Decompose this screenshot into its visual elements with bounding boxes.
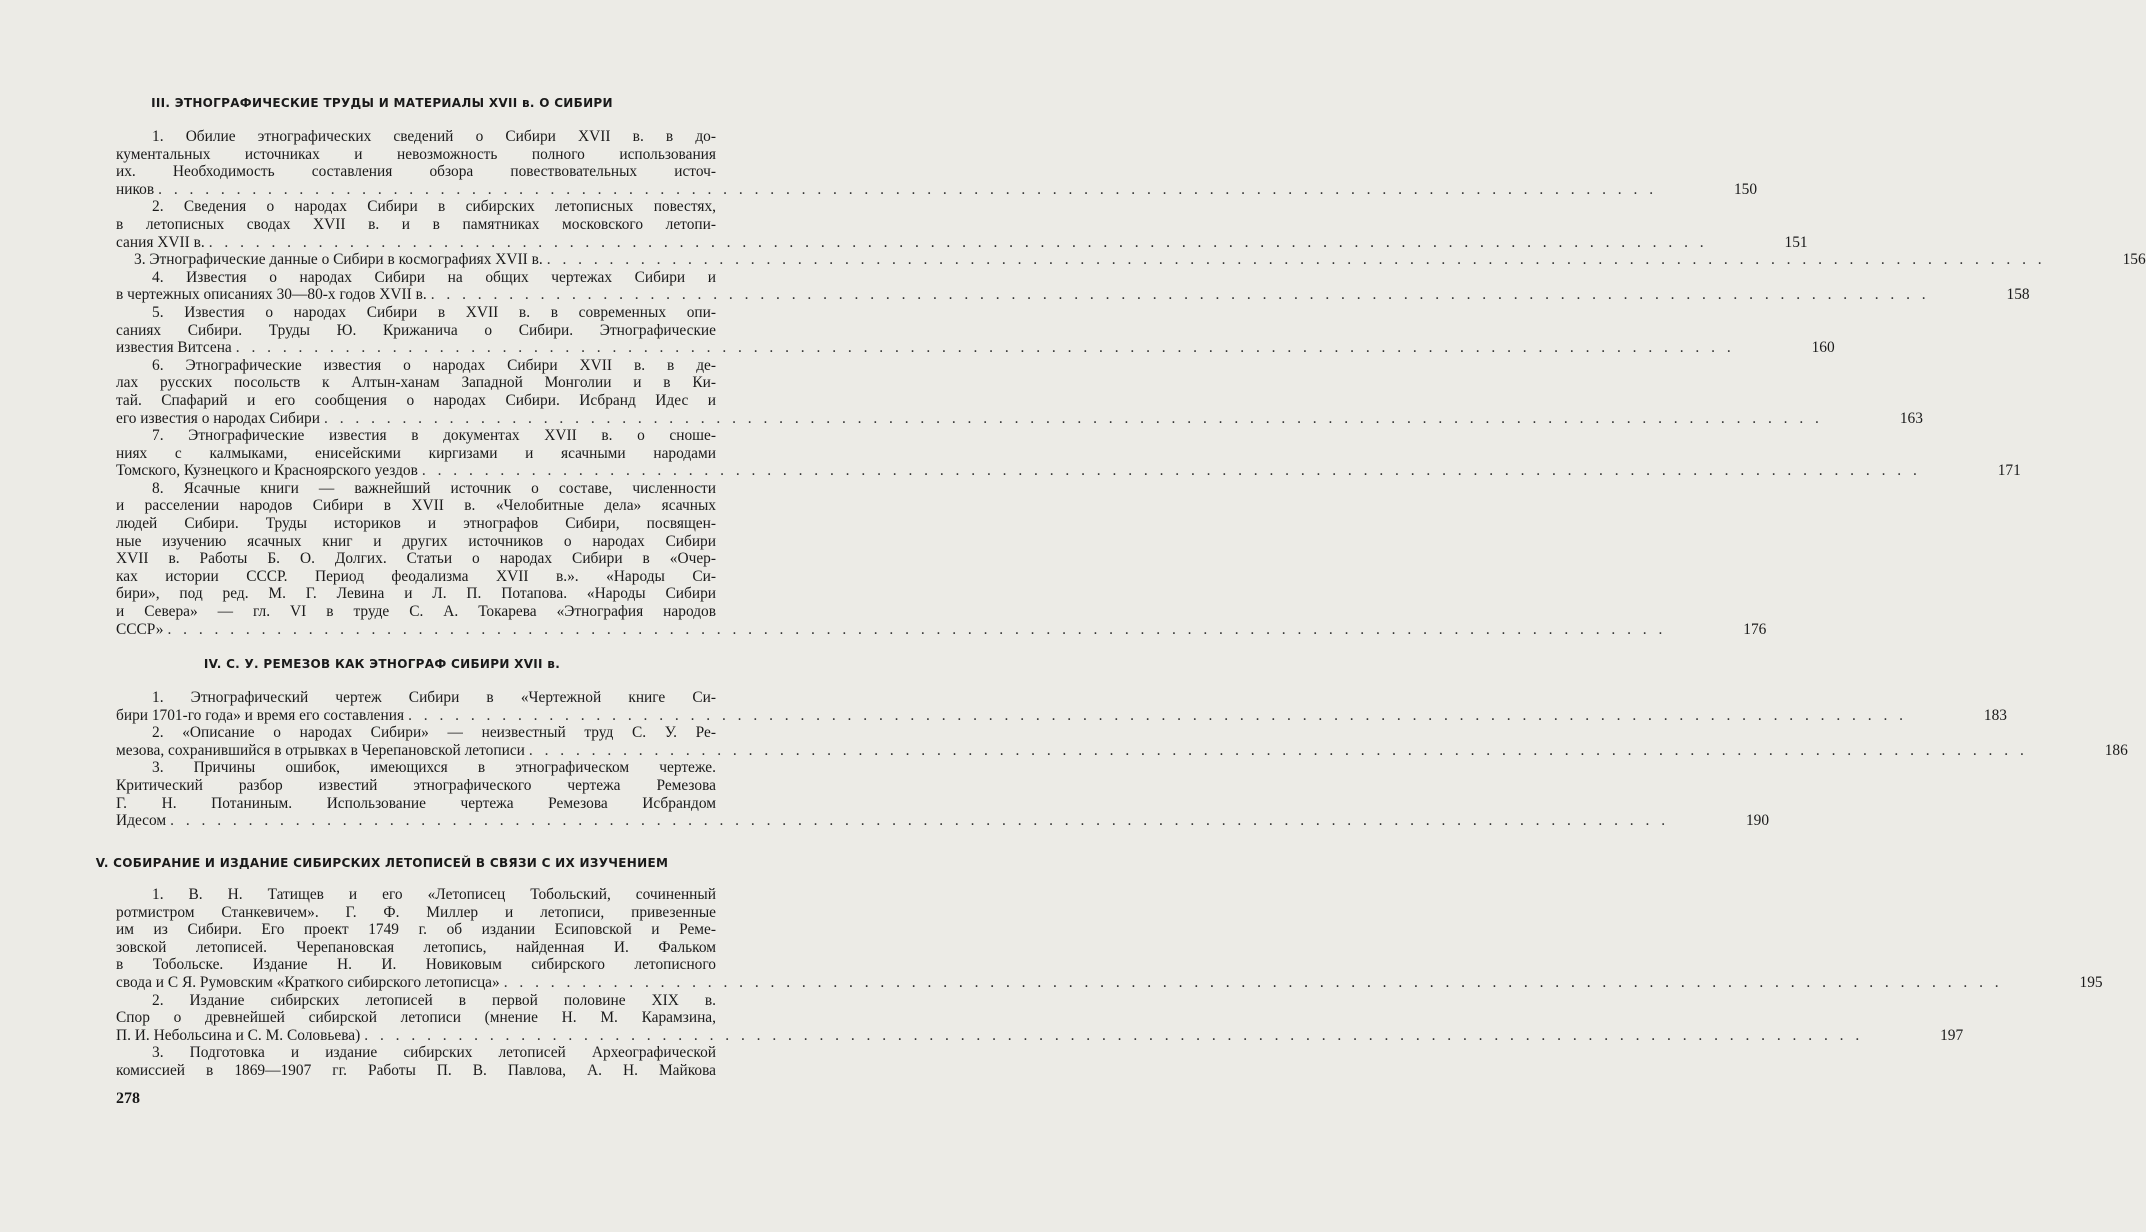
toc-entry [116, 991, 1964, 1045]
toc-entry-text: бири», под ред. М. Г. Левина и Л. П. Потапова. «Народы Сибири [116, 585, 716, 603]
toc-entry-line [116, 216, 716, 234]
toc-entry-text: 2. «Описание о народах Сибири» — неизвестный труд С. У. Ре- [152, 724, 716, 742]
toc-entry-text: в Тобольске. Издание Н. И. Новиковым сибирского летописного [116, 956, 716, 974]
toc-entry-text: тай. Спафарий и его сообщения о народах Сибири. Исбранд Идес и [116, 391, 716, 409]
toc-entry [116, 198, 1808, 251]
toc-page-number: 171 [1997, 462, 2021, 480]
toc-entry-line [116, 515, 716, 533]
toc-entry-line [116, 322, 716, 340]
toc-entry [116, 886, 2103, 992]
toc-entry-text: бири 1701-го года» и время его составления [116, 706, 405, 724]
toc-entry-line [116, 689, 716, 707]
toc-entry-text: кументальных источниках и невозможность полного использования [116, 145, 716, 163]
toc-entry-line [116, 357, 716, 375]
toc-entry-line [116, 533, 716, 551]
toc-entry [116, 427, 2021, 480]
toc-entry [116, 251, 2146, 269]
section-5-entries [116, 886, 2103, 1080]
toc-entry-line [116, 956, 716, 974]
toc-entry-text: 5. Известия о народах Сибири в XVII в. в современных опи- [152, 303, 716, 321]
toc-entry-text: свода и С Я. Румовским «Краткого сибирского летописца» [116, 973, 500, 991]
toc-entry-text: их. Необходимость составления обзора повествовательных источ- [116, 163, 716, 181]
toc-entry-line [116, 146, 716, 164]
toc-page-number: 163 [1899, 409, 1923, 427]
toc-entry-text: 6. Этнографические известия о народах Сибири XVII в. в де- [152, 356, 716, 374]
toc-entry-line [116, 427, 716, 445]
section-3-heading: III. ЭТНОГРАФИЧЕСКИЕ ТРУДЫ И МАТЕРИАЛЫ XVII в. О СИБИРИ [151, 96, 613, 110]
toc-entry [116, 268, 2030, 304]
toc-entry-text: саниях Сибири. Труды Ю. Крижанича о Сибири. Этнографические [116, 321, 716, 339]
toc-entry-line [116, 759, 716, 777]
toc-entry-line [116, 198, 716, 216]
toc-entry-line [116, 409, 1923, 428]
toc-entry-line [116, 777, 716, 795]
toc-entry-text: зовской летописей. Черепановская летопись, найденная И. Фальком [116, 938, 716, 956]
toc-entry-line [116, 374, 716, 392]
toc-entry-line [116, 497, 716, 515]
section-4-heading: IV. С. У. РЕМЕЗОВ КАК ЭТНОГРАФ СИБИРИ XVII в. [203, 657, 561, 671]
toc-entry-line [116, 180, 1758, 199]
toc-entry [116, 479, 1767, 638]
dot-leader [154, 181, 1657, 199]
toc-entry-text: Г. Н. Потаниным. Использование чертежа Ремезова Исбрандом [116, 794, 716, 812]
toc-entry-text: мезова, сохранившийся в отрывках в Черепановской летописи [116, 741, 525, 759]
toc-entry-line [116, 724, 716, 742]
toc-page-number: 158 [2006, 286, 2030, 304]
toc-entry-line [116, 939, 716, 957]
toc-entry-text: им из Сибири. Его проект 1749 г. об издании Есиповской и Реме- [116, 921, 716, 939]
toc-entry-line [116, 921, 716, 939]
dot-leader [427, 286, 1930, 304]
dot-leader [205, 234, 1708, 252]
toc-entry [116, 724, 2128, 759]
toc-entry-line [116, 392, 716, 410]
toc-entry-line [116, 445, 716, 463]
toc-entry-text: 8. Ясачные книги — важнейший источник о составе, численности [152, 479, 716, 497]
toc-entry-text: 1. В. Н. Татищев и его «Летописец Тобольский, сочиненный [152, 886, 716, 903]
toc-entry-line [116, 585, 716, 603]
toc-entry-line [116, 462, 2021, 480]
toc-entry-line [116, 603, 716, 621]
toc-page-number: 195 [2079, 973, 2103, 991]
toc-entry [116, 759, 1770, 830]
toc-entry [116, 1044, 716, 1079]
dot-leader [418, 462, 1921, 480]
toc-entry-line [116, 795, 716, 813]
toc-entry-text: СССР» [116, 620, 164, 638]
toc-entry-text: ные изучению ясачных книг и других источников о народах Сибири [116, 532, 716, 550]
dot-leader [543, 251, 2046, 269]
toc-entry-line [116, 741, 2128, 760]
toc-entry-line [116, 480, 716, 498]
toc-entry-line [116, 568, 716, 586]
toc-entry-text: 3. Этнографические данные о Сибири в космографиях XVII в. [134, 251, 543, 269]
toc-entry-line [116, 339, 1835, 357]
section-5-heading: V. СОБИРАНИЕ И ИЗДАНИЕ СИБИРСКИХ ЛЕТОПИСЕЙ В СВЯЗИ С ИХ ИЗУЧЕНИЕМ [95, 856, 669, 870]
toc-entry-text: 3. Причины ошибок, имеющихся в этнографическом чертеже. [152, 759, 716, 777]
toc-entry [116, 128, 1758, 198]
toc-entry-text: ников [116, 180, 155, 198]
toc-entry-text: 1. Обилие этнографических сведений о Сибири XVII в. в до- [152, 128, 716, 145]
toc-page-number: 176 [1743, 620, 1767, 638]
toc-page-number: 190 [1745, 812, 1770, 830]
toc-entry-text: в чертежных описаниях 30—80-х годов XVII в. [116, 286, 427, 304]
section-4-entries [116, 689, 2128, 830]
toc-entry-line [116, 706, 2007, 725]
toc-entry-text: Идесом [116, 812, 167, 830]
toc-entry-text: и Севера» — гл. VI в труде С. А. Токарева «Этнография народов [116, 603, 716, 621]
toc-entry-line [116, 812, 1770, 830]
toc-page-number: 186 [2104, 741, 2128, 759]
dot-leader [500, 974, 2003, 992]
toc-entry-text: ротмистром Станкевичем». Г. Ф. Миллер и летописи, привезенные [116, 903, 716, 921]
toc-entry-line [116, 1026, 1964, 1045]
page-number: 278 [116, 1090, 140, 1107]
toc-entry-line [116, 269, 716, 287]
dot-leader [525, 742, 2028, 760]
toc-entry-text: сания XVII в. [116, 233, 205, 251]
toc-entry-line [116, 1009, 716, 1027]
toc-page-number: 183 [1983, 706, 2007, 724]
toc-entry-text: ках истории СССР. Период феодализма XVII в.». «Народы Си- [116, 567, 716, 585]
toc-entry-line [116, 286, 2030, 304]
toc-entry-line [116, 251, 2146, 269]
toc-page-number: 156 [2122, 251, 2146, 269]
toc-entry-text: 3. Подготовка и издание сибирских летописей Археографической [152, 1044, 716, 1062]
dot-leader [163, 621, 1666, 639]
toc-entry-text: известия Витсена [116, 339, 232, 357]
toc-entry-line [116, 304, 716, 322]
toc-entry-line [116, 620, 1767, 639]
toc-entry-text: 2. Сведения о народах Сибири в сибирских летописных повестях, [152, 198, 716, 216]
toc-entry-line [116, 1044, 716, 1062]
toc-entry-text: Спор о древнейшей сибирской летописи (мнение Н. М. Карамзина, [116, 1009, 716, 1027]
toc-entry-text: Критический разбор известий этнографического чертежа Ремезова [116, 776, 716, 794]
toc-page-number: 151 [1784, 233, 1808, 251]
toc-entry-line [116, 1062, 716, 1080]
toc-entry-text: лах русских посольств к Алтын-ханам Западной Монголии и в Ки- [116, 374, 716, 392]
toc-entry-line [116, 163, 716, 181]
toc-entry-text: 7. Этнографические известия в документах XVII в. о сноше- [152, 427, 716, 445]
toc-page-number: 197 [1940, 1026, 1964, 1044]
toc-entry-text: 2. Издание сибирских летописей в первой половине XIX в. [152, 991, 716, 1009]
toc-entry [116, 356, 1923, 427]
toc-entry-line [116, 550, 716, 568]
toc-entry-text: П. И. Небольсина и С. М. Соловьева) [116, 1026, 361, 1044]
toc-entry-text: Томского, Кузнецкого и Красноярского уездов [116, 462, 418, 480]
toc-entry [116, 689, 2007, 724]
dot-leader [320, 410, 1823, 428]
section-3-entries [116, 128, 2146, 638]
toc-entry-text: и расселении народов Сибири в XVII в. «Челобитные дела» ясачных [116, 497, 716, 515]
toc-entry-text: людей Сибири. Труды историков и этнографов Сибири, посвящен- [116, 515, 716, 533]
toc-entry-line [116, 992, 716, 1010]
toc-entry [116, 303, 1835, 357]
toc-entry-text: ниях с калмыками, енисейскими киргизами и ясачными народами [116, 444, 716, 462]
toc-entry-text: XVII в. Работы Б. О. Долгих. Статьи о народах Сибири в «Очер- [116, 550, 716, 568]
toc-entry-line [116, 128, 716, 146]
toc-entry-text: 4. Известия о народах Сибири на общих чертежах Сибири и [152, 268, 716, 286]
dot-leader [404, 707, 1907, 725]
dot-leader [232, 339, 1735, 357]
toc-entry-text: его известия о народах Сибири [116, 409, 320, 427]
toc-entry-text: комиссией в 1869—1907 гг. Работы П. В. Павлова, А. Н. Майкова [116, 1061, 716, 1079]
toc-entry-line [116, 904, 716, 922]
toc-entry-text: 1. Этнографический чертеж Сибири в «Чертежной книге Си- [152, 689, 716, 706]
toc-page-number: 160 [1811, 339, 1835, 357]
toc-entry-line [116, 233, 1808, 252]
toc-entry-line [116, 886, 716, 904]
toc-entry-line [116, 973, 2103, 992]
toc-entry-text: в летописных сводах XVII в. и в памятниках московского летопи- [116, 215, 716, 233]
dot-leader [166, 812, 1669, 830]
toc-page-number: 150 [1733, 180, 1758, 198]
dot-leader [360, 1027, 1863, 1045]
